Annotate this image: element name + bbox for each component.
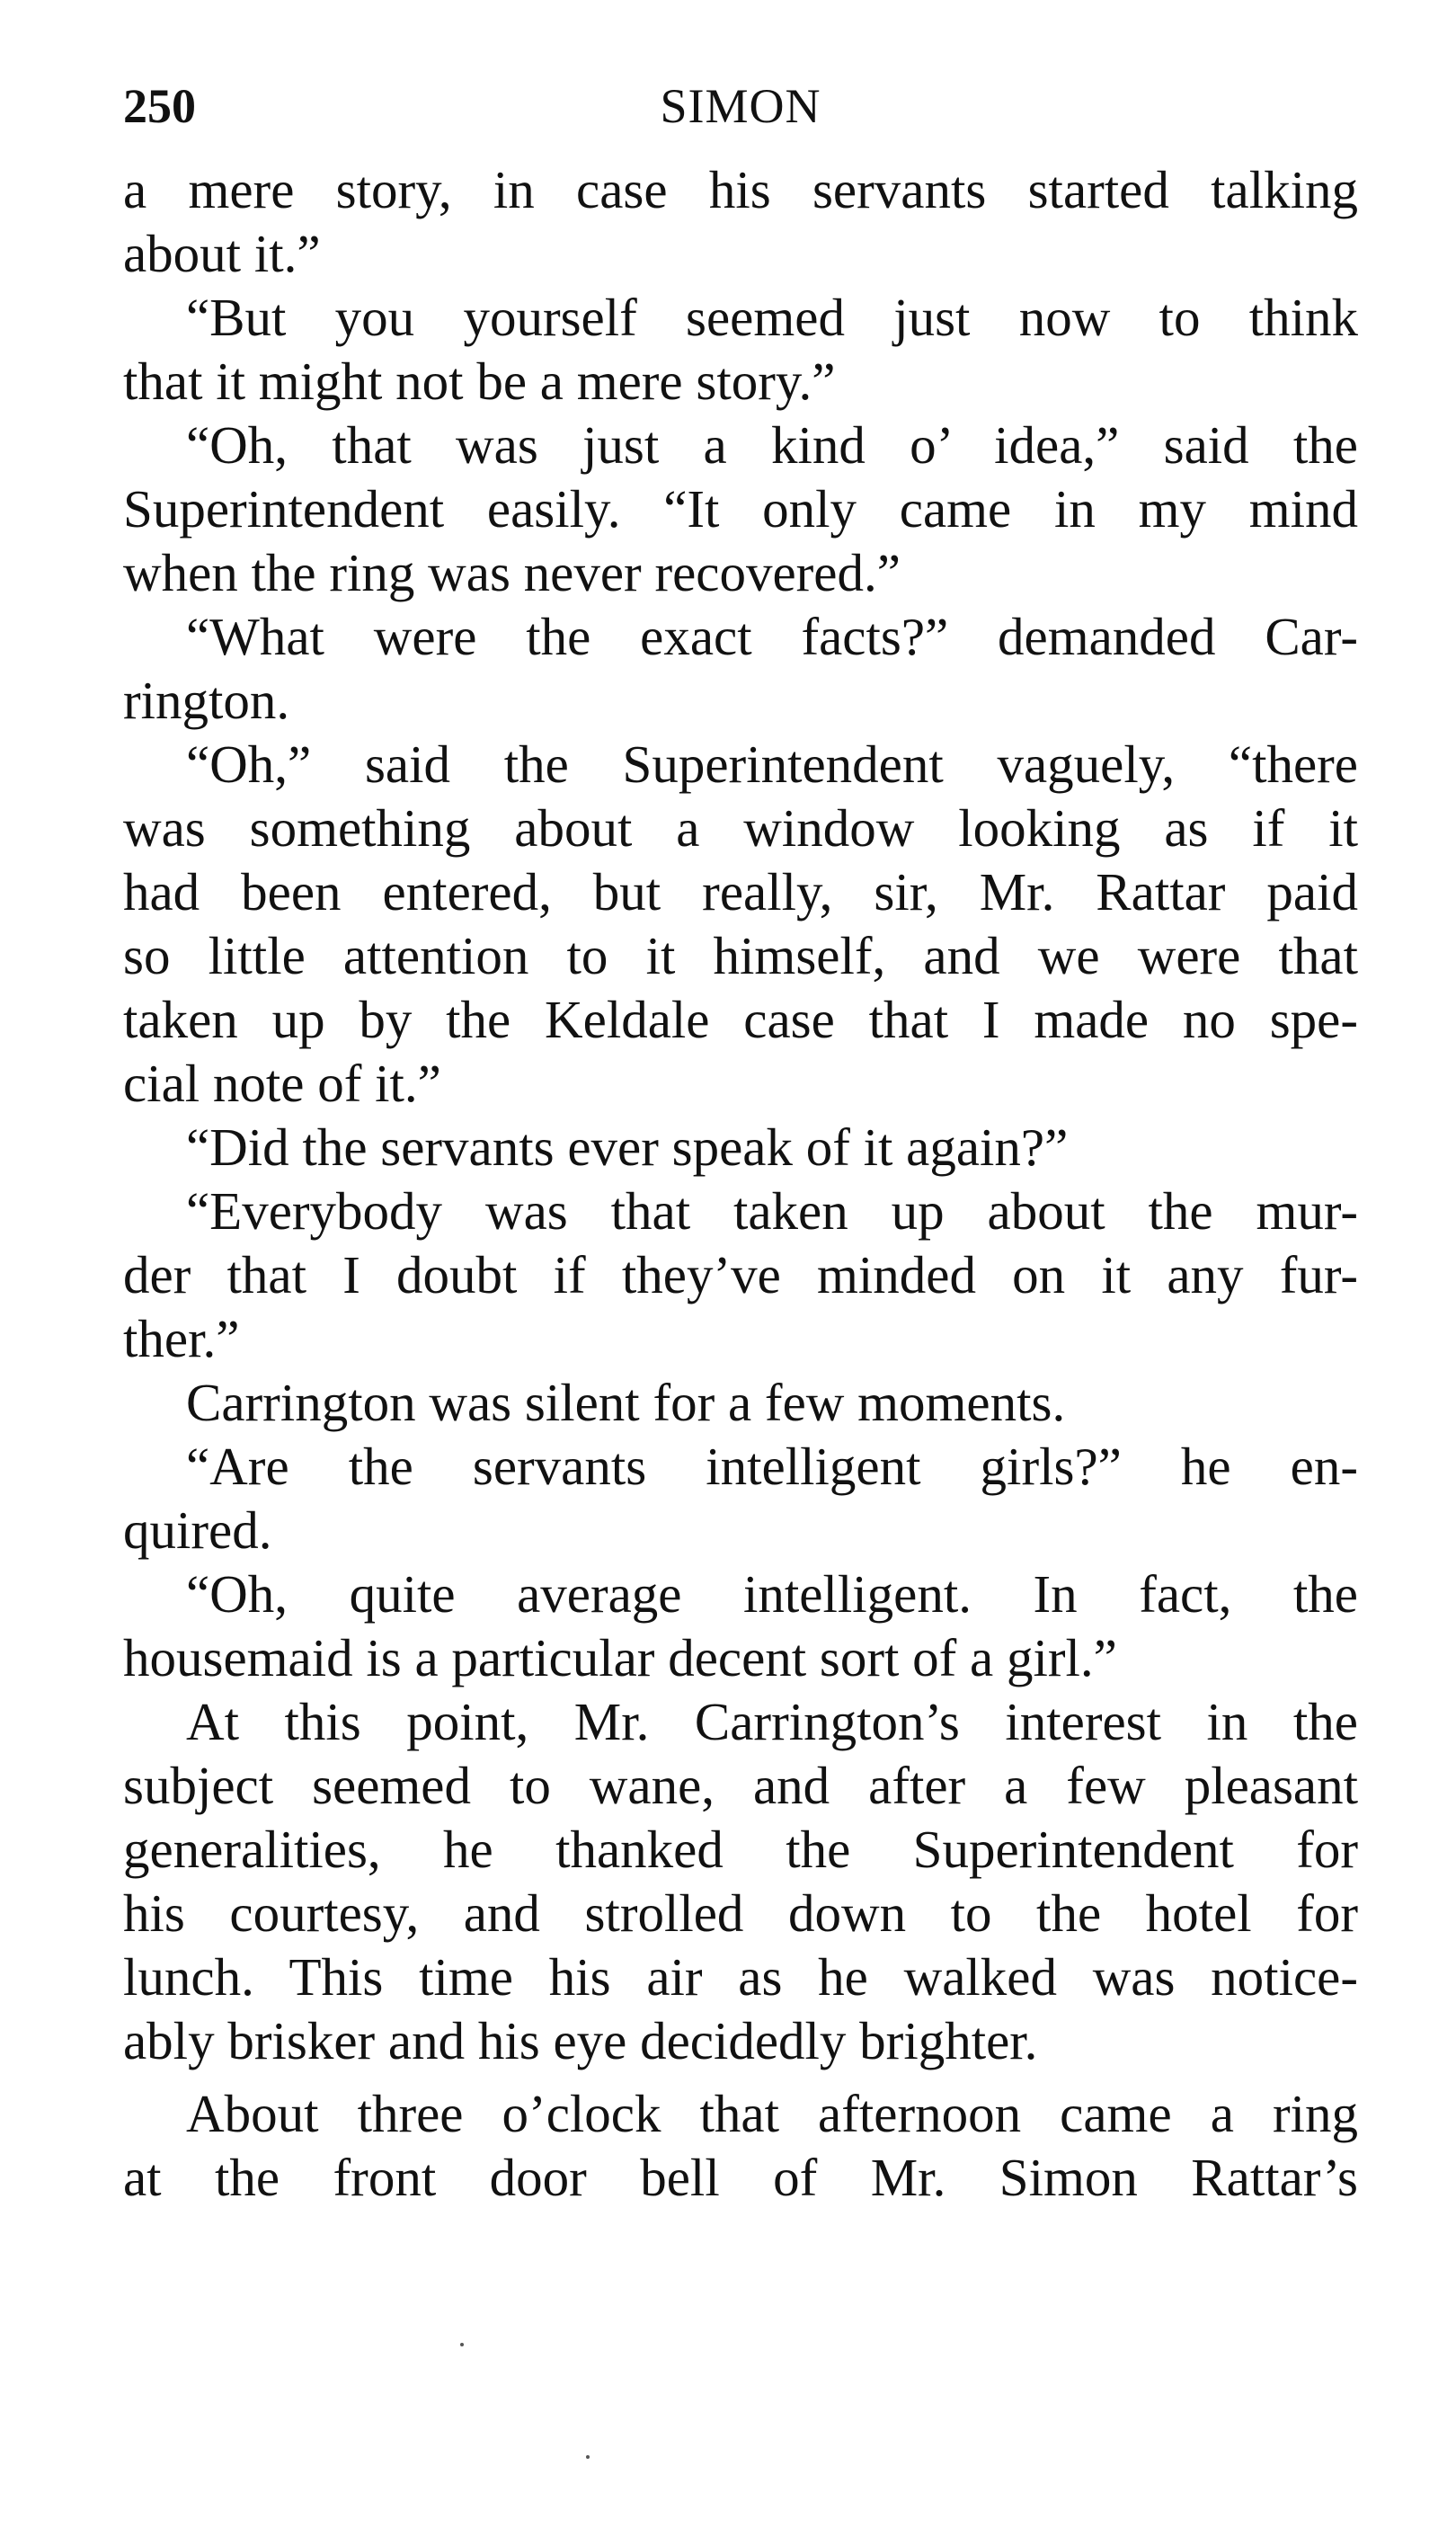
text-line: generalities, he thanked the Superintendent for (123, 1820, 1358, 1879)
text-line: “Did the servants ever speak of it again?” (186, 1117, 1069, 1177)
text-line: cial note of it.” (123, 1054, 441, 1113)
text-line: when the ring was never recovered.” (123, 543, 901, 602)
text-line: his courtesy, and strolled down to the hotel for (123, 1883, 1358, 1943)
text-line: a mere story, in case his servants started talking (123, 160, 1358, 219)
text-line: der that I doubt if they’ve minded on it any fur- (123, 1245, 1358, 1304)
text-line: “But you yourself seemed just now to think (186, 288, 1358, 347)
print-speck (586, 2455, 590, 2459)
text-line: was something about a window looking as if it (123, 798, 1358, 858)
text-line: lunch. This time his air as he walked was notice- (123, 1947, 1358, 2007)
text-line: “Oh, quite average intelligent. In fact, the (186, 1564, 1358, 1624)
text-line: ther.” (123, 1309, 240, 1368)
running-head (123, 70, 1358, 142)
text-line: rington. (123, 671, 290, 730)
text-line: so little attention to it himself, and we were that (123, 926, 1358, 985)
running-title: SIMON (660, 79, 821, 133)
text-line: quired. (123, 1500, 272, 1560)
text-line: ably brisker and his eye decidedly brighter. (123, 2011, 1038, 2070)
text-line: “Are the servants intelligent girls?” he en- (186, 1437, 1358, 1496)
text-line: that it might not be a mere story.” (123, 352, 836, 411)
text-line: “Oh,” said the Superintendent vaguely, “there (186, 734, 1358, 794)
text-line: Superintendent easily. “It only came in my mind (123, 479, 1358, 539)
text-line: taken up by the Keldale case that I made no spe- (123, 990, 1358, 1049)
text-line: had been entered, but really, sir, Mr. Rattar paid (123, 862, 1358, 921)
text-line: at the front door bell of Mr. Simon Rattar’s (123, 2148, 1358, 2207)
print-speck (460, 2343, 464, 2346)
text-line: housemaid is a particular decent sort of a girl.” (123, 1628, 1117, 1687)
text-line: “Oh, that was just a kind o’ idea,” said the (186, 415, 1358, 475)
text-line: About three o’clock that afternoon came a ring (186, 2084, 1358, 2143)
page-number: 250 (123, 79, 196, 133)
body-text (123, 158, 1358, 2210)
text-line: “Everybody was that taken up about the mur- (186, 1181, 1358, 1241)
text-line: Carrington was silent for a few moments. (186, 1373, 1066, 1432)
text-line: about it.” (123, 224, 321, 283)
text-line: “What were the exact facts?” demanded Car- (186, 607, 1358, 666)
text-line: At this point, Mr. Carrington’s interest in the (186, 1692, 1358, 1751)
text-line: subject seemed to wane, and after a few pleasant (123, 1756, 1358, 1815)
